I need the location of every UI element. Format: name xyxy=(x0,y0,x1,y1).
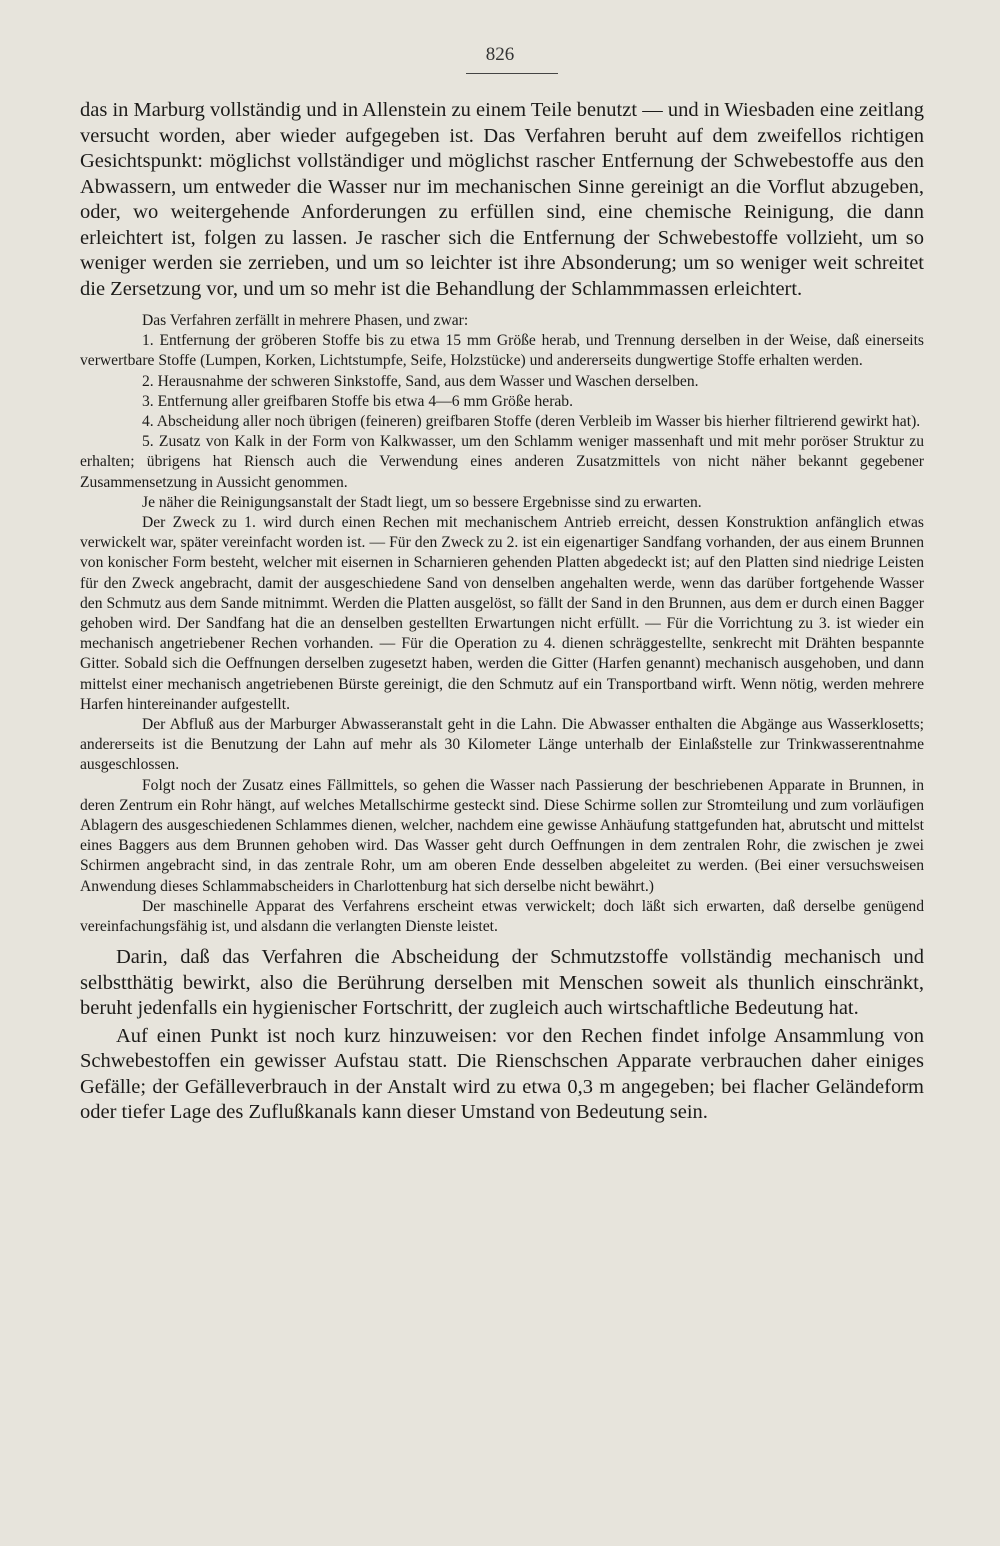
small-paragraph-location: Je näher die Reinigungsanstalt der Stadt liegt, um so bessere Ergebnisse sind zu erwarten. xyxy=(142,493,702,511)
small-paragraph-outflow: Der Abfluß aus der Marburger Abwasseranstalt geht in die Lahn. Die Abwasser enthalten die Abgänge aus Wasserklosetts; andererseits ist die Benutzung der Lahn auf mehr als 30 Kilometer Länge unterhalb der Einlaßstelle zur Trinkwasserentnahme ausgeschlossen. xyxy=(80,716,924,774)
page-number: 826 xyxy=(485,44,515,65)
small-paragraph-apparatus: Der maschinelle Apparat des Verfahrens erscheint etwas verwickelt; doch läßt sich erwarten, daß derselbe genügend vereinfachungsfähig ist, und alsdann die verlangten Dienste leistet. xyxy=(80,897,924,936)
page-body xyxy=(80,98,924,1126)
small-paragraph-phase-1: 1. Entfernung der gröberen Stoffe bis zu etwa 15 mm Größe herab, und Trennung derselben in der Weise, daß einerseits verwertbare Stoffe (Lumpen, Korken, Lichtstumpfe, Seife, Holzstücke) und andererseits dungwertige Stoffe erhalten werden. xyxy=(80,332,924,370)
small-paragraph-phases-intro: Das Verfahren zerfällt in mehrere Phasen, und zwar: xyxy=(142,312,469,329)
small-paragraph-phase-5: 5. Zusatz von Kalk in der Form von Kalkwasser, um den Schlamm weniger massenhaft und mit mehr poröser Struktur zu erhalten; übrigens hat Riensch auch die Verwendung eines anderen Zusatzmittels von nicht näher bekannt gegebener Zusammensetzung in Aussicht genommen. xyxy=(80,433,924,491)
small-paragraph-phase-4: 4. Abscheidung aller noch übrigen (feineren) greifbaren Stoffe (deren Verbleib im Wasser bis hierher filtrierend gewirkt hat). xyxy=(142,413,921,431)
small-paragraph-mechanics: Der Zweck zu 1. wird durch einen Rechen mit mechanischem Antrieb erreicht, dessen Konstruktion anfänglich etwas verwickelt war, später vereinfacht worden ist. — Für den Zweck zu 2. ist ein eigenartiger Sandfang vorhanden, der aus einem Brunnen von konischer Form besteht, welcher mit eisernen in Scharnieren gehenden Platten abgedeckt ist; auf den Platten sind niedrige Leisten für den Zweck angebracht, damit der ausgeschiedene Sand von denselben angehalten werde, wenn das darüber fortgehende Wasser den Schmutz aus dem Sande mitnimmt. Werden die Platten ausgelöst, so fällt der Sand in den Brunnen, aus dem er durch einen Bagger gehoben wird. Der Sandfang hat die an denselben gestellten Erwartungen nicht erfüllt. — Für die Vorrichtung zu 3. ist wieder ein mechanisch angetriebener Rechen vorhanden. — Für die Operation zu 4. dienen schräggestellte, senkrecht mit Drähten bespannte Gitter. Sobald sich die Oeffnungen derselben zugesetzt haben, werden die Gitter (Harfen genannt) mechanisch ausgehoben, und dann mittelst einer mechanisch angetriebenen Bürste gereinigt, die den Schmutz auf ein Transportband wirft. Wenn nötig, werden mehrere Harfen hintereinander aufgestellt. xyxy=(80,514,924,713)
small-paragraph-precipitant: Folgt noch der Zusatz eines Fällmittels, so gehen die Wasser nach Passierung der beschriebenen Apparate in Brunnen, in deren Zentrum ein Rohr hängt, auf welches Metallschirme gesteckt sind. Diese Schirme sollen zur Stromteilung und zum vorläufigen Ablagern des ausgeschiedenen Schlammes dienen, welcher, nachdem eine gewisse Anhäufung stattgefunden hat, abrutscht und mittelst eines Baggers aus dem Brunnen gehoben wird. Das Wasser geht durch Oeffnungen in dem zentralen Rohr, die zwischen je zwei Schirmen angebracht sind, in das zentrale Rohr, um am oberen Ende desselben abgeleitet zu werden. (Bei einer versuchsweisen Anwendung dieses Schlammabscheiders in Charlottenburg hat sich derselbe nicht bewährt.) xyxy=(80,776,924,895)
page-number-rule xyxy=(466,73,558,74)
paragraph-2: Darin, daß das Verfahren die Abscheidung der Schmutzstoffe vollständig mechanisch und selbstthätig bewirkt, also die Berührung derselben mit Menschen soweit als thunlich einschränkt, beruht jedenfalls ein hygienischer Fortschritt, der zugleich auch wirtschaftliche Bedeutung hat. xyxy=(80,946,924,1020)
small-paragraph-phase-3: 3. Entfernung aller greifbaren Stoffe bis etwa 4—6 mm Größe herab. xyxy=(142,392,573,410)
small-paragraph-phase-2: 2. Herausnahme der schweren Sinkstoffe, Sand, aus dem Wasser und Waschen derselben. xyxy=(142,372,699,390)
paragraph-3: Auf einen Punkt ist noch kurz hinzuweisen: vor den Rechen findet infolge Ansammlung von Schwebestoffen ein gewisser Aufstau statt. Die Rienschschen Apparate verbrauchen daher einiges Gefälle; der Gefälleverbrauch in der Anstalt wird zu etwa 0,3 m angegeben; bei flacher Geländeform oder tiefer Lage des Zuflußkanals kann dieser Umstand von Bedeutung sein. xyxy=(80,1024,924,1124)
paragraph-1: das in Marburg vollständig und in Allenstein zu einem Teile benutzt — und in Wiesbaden eine zeitlang versucht worden, aber wieder aufgegeben ist. Das Verfahren beruht auf dem zweifellos richtigen Gesichtspunkt: möglichst vollständiger und möglichst rascher Entfernung der Schwebestoffe aus den Abwassern, um entweder die Wasser nur im mechanischen Sinne gereinigt an die Vorflut abzugeben, oder, wo weitergehende Anforderungen zu erfüllen sind, eine chemische Reinigung, die dann erleichtert ist, folgen zu lassen. Je rascher sich die Entfernung der Schwebestoffe vollzieht, um so weniger werden sie zerrieben, und um so leichter ist ihre Absonderung; um so weniger weit schreitet die Zersetzung vor, und um so mehr ist die Behandlung der Schlammmassen erleichtert. xyxy=(80,99,924,300)
small-print-block xyxy=(80,311,924,937)
